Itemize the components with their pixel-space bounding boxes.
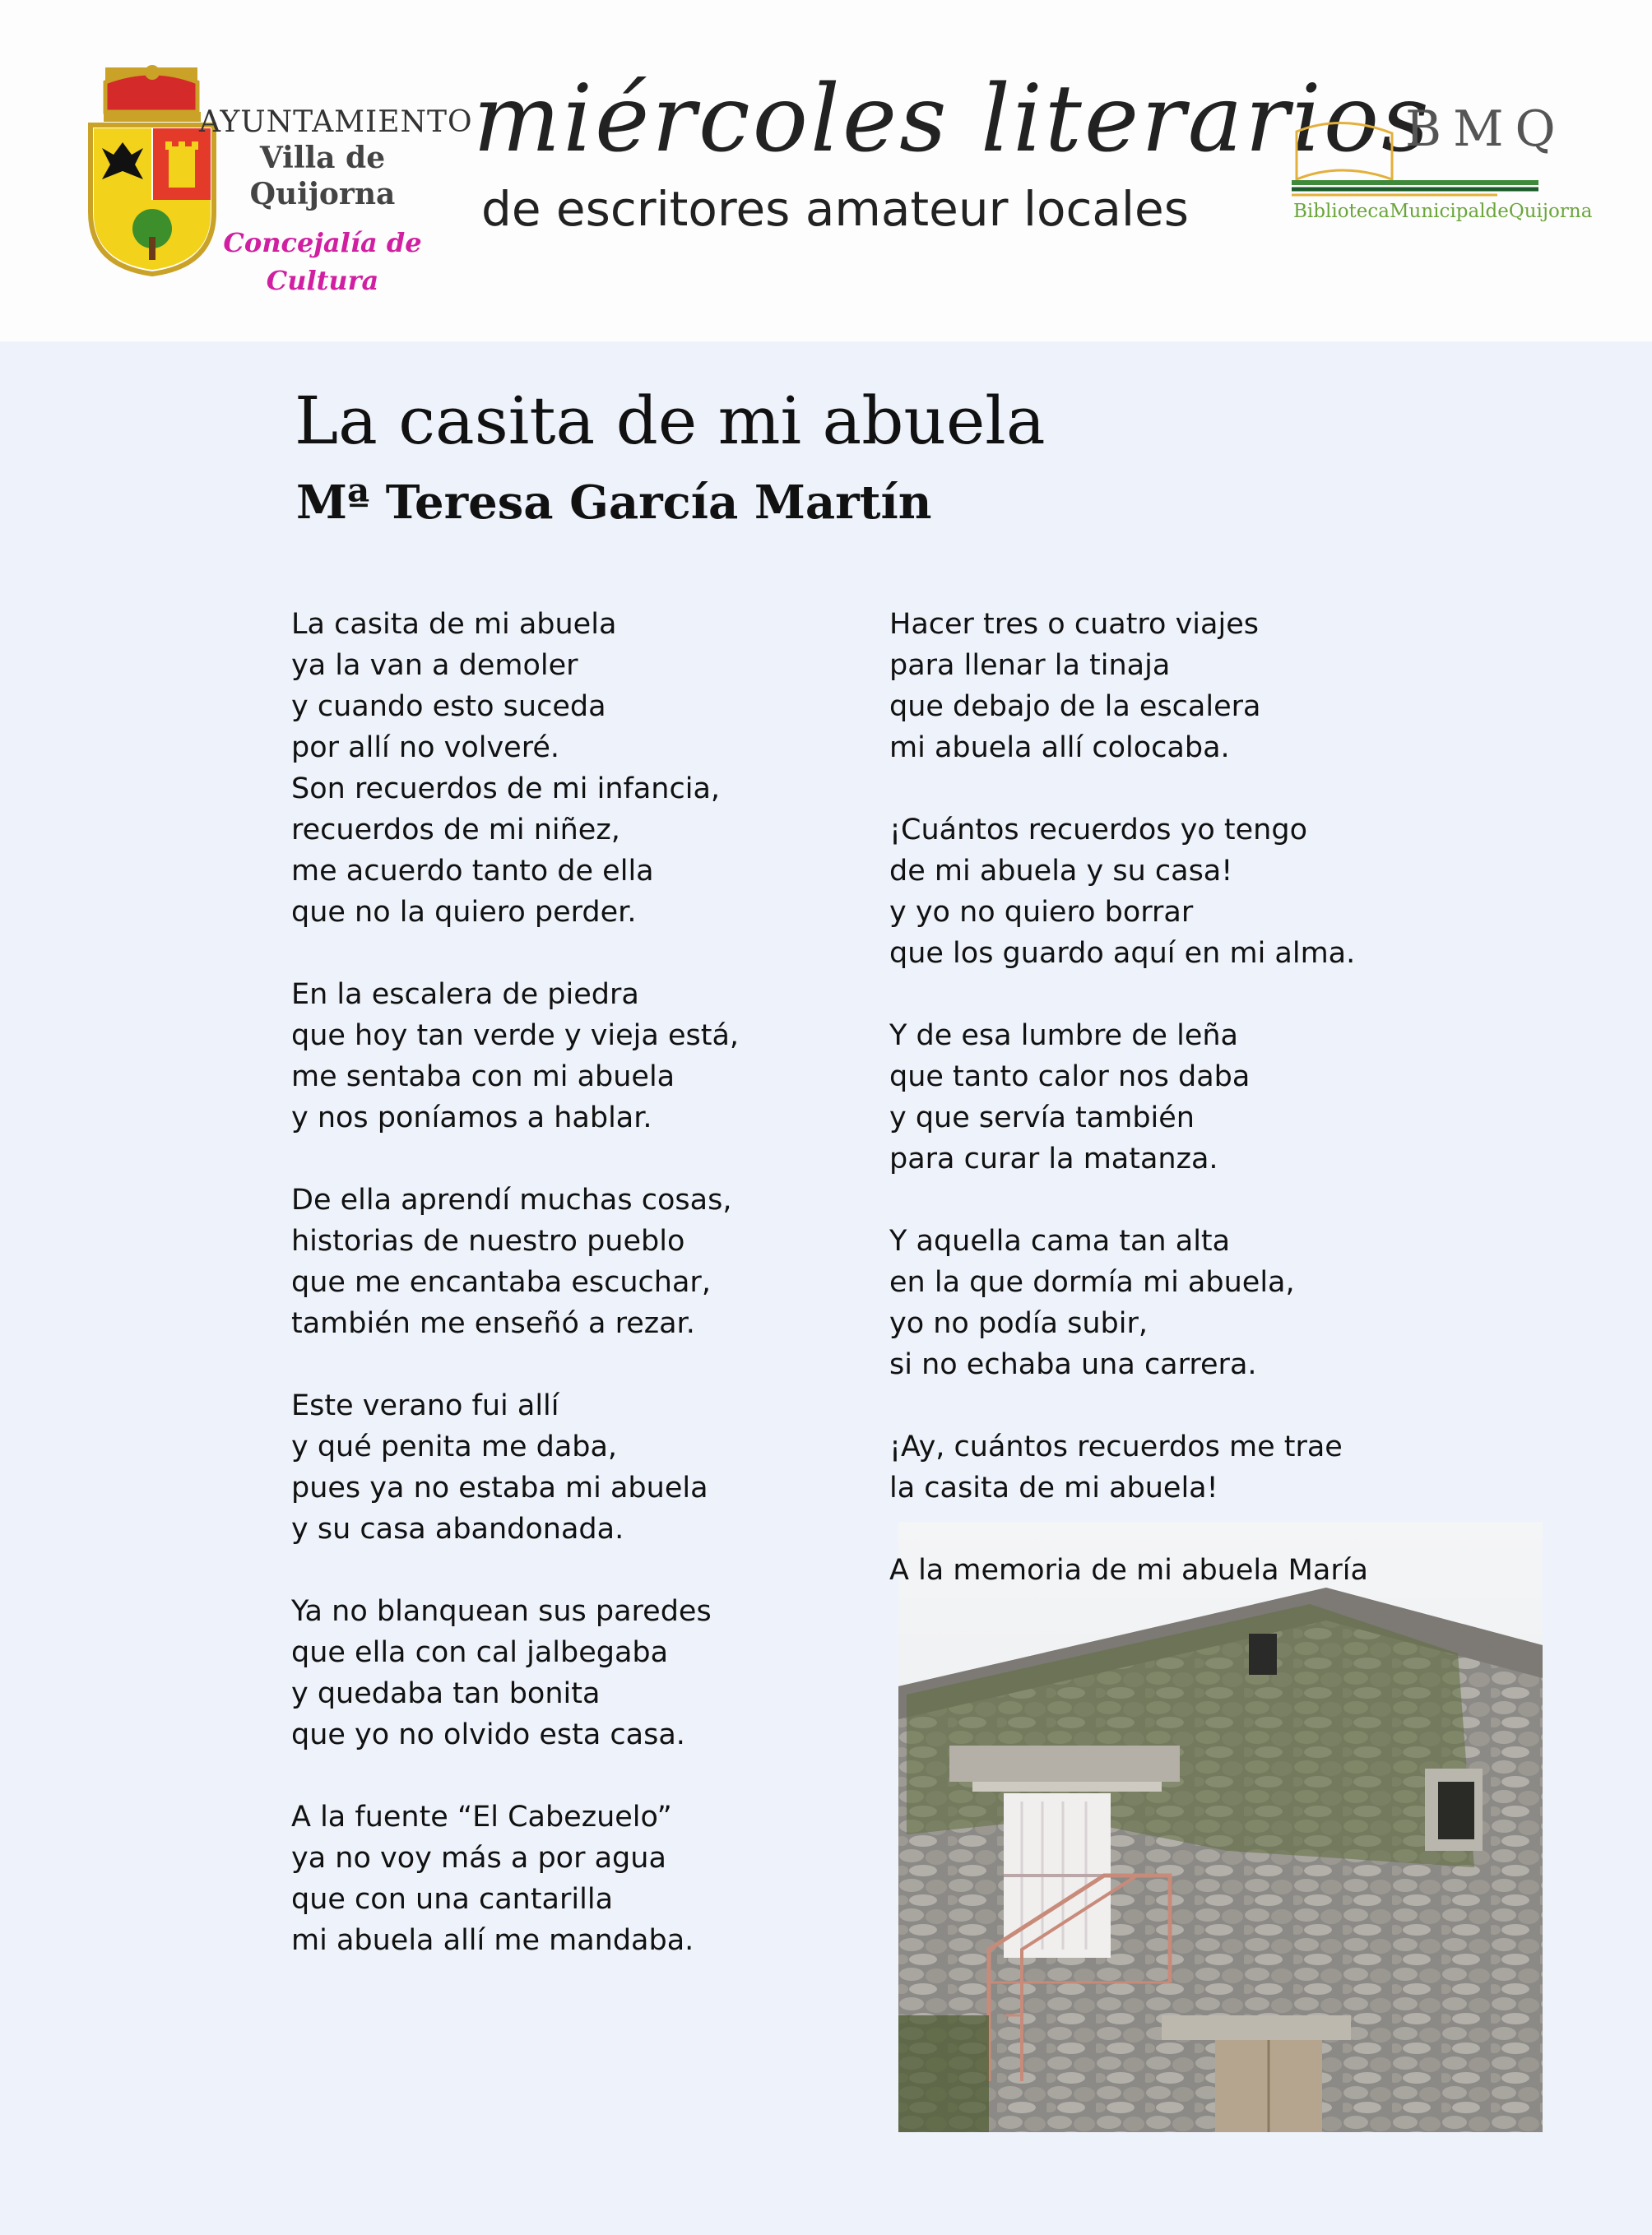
poem-line: que no la quiero perder.: [291, 896, 637, 929]
poem-line: De ella aprendí muchas cosas,: [291, 1184, 732, 1217]
poem-line: y cuando esto suceda: [291, 690, 606, 723]
poem-line: y yo no quiero borrar: [889, 896, 1194, 929]
poem-line: que tanto calor nos daba: [889, 1060, 1251, 1093]
stanza: [291, 604, 867, 933]
stanza: [889, 1426, 1515, 1509]
ayuntamiento-block: [199, 105, 473, 299]
poem-line: Ya no blanquean sus paredes: [291, 1595, 712, 1628]
poem-title: La casita de mi abuela: [295, 383, 1046, 459]
poem-line: pues ya no estaba mi abuela: [291, 1472, 708, 1505]
poem-line: A la fuente “El Cabezuelo”: [291, 1801, 672, 1834]
poem-line: Y de esa lumbre de leña: [889, 1019, 1238, 1052]
poem-line: para llenar la tinaja: [889, 649, 1171, 682]
cultura-label: Cultura: [266, 265, 379, 296]
brand-title: miércoles literarios: [473, 66, 1432, 173]
poem-line: que me encantaba escuchar,: [291, 1266, 711, 1299]
poem-line: ¡Cuántos recuerdos yo tengo: [889, 814, 1307, 846]
poem-line: que los guardo aquí en mi alma.: [889, 937, 1356, 970]
dedication: A la memoria de mi abuela María: [889, 1554, 1368, 1587]
poem-line: la casita de mi abuela!: [889, 1472, 1218, 1505]
poem-line: que yo no olvido esta casa.: [291, 1718, 685, 1751]
poem-line: ya no voy más a por agua: [291, 1842, 666, 1875]
stanza: [291, 1797, 867, 1961]
concejalia-label: Concejalía de: [223, 227, 422, 258]
poem-line: por allí no volveré.: [291, 731, 559, 764]
poem-line: Hacer tres o cuatro viajes: [889, 608, 1259, 641]
stanza: [889, 1015, 1515, 1180]
poem-line: yo no podía subir,: [889, 1307, 1148, 1340]
poem-line: y su casa abandonada.: [291, 1513, 624, 1546]
poem-line: y nos poníamos a hablar.: [291, 1101, 652, 1134]
poem-line: me acuerdo tanto de ella: [291, 855, 654, 888]
poem-line: me sentaba con mi abuela: [291, 1060, 675, 1093]
poem-line: que ella con cal jalbegaba: [291, 1636, 669, 1669]
poem-author: Mª Teresa García Martín: [296, 475, 932, 530]
stanza: [889, 1221, 1515, 1385]
poem-right-column: [889, 604, 1515, 1550]
poem-line: ya la van a demoler: [291, 649, 578, 682]
bmq-logo-text: BMQ: [1405, 100, 1567, 158]
poem-line: historias de nuestro pueblo: [291, 1225, 685, 1258]
ayuntamiento-label: AYUNTAMIENTO: [199, 105, 473, 139]
poem-line: Y aquella cama tan alta: [889, 1225, 1231, 1258]
poem-line: y qué penita me daba,: [291, 1430, 618, 1463]
stanza: [291, 1180, 867, 1344]
poem-line: Son recuerdos de mi infancia,: [291, 772, 721, 805]
poem-line: y que servía también: [889, 1101, 1195, 1134]
poem-line: que hoy tan verde y vieja está,: [291, 1019, 740, 1052]
poem-line: En la escalera de piedra: [291, 978, 639, 1011]
poem-line: que debajo de la escalera: [889, 690, 1261, 723]
bmq-subtitle: BibliotecaMunicipaldeQuijorna: [1293, 201, 1593, 222]
poem-line: si no echaba una carrera.: [889, 1348, 1257, 1381]
brand-subtitle: de escritores amateur locales: [481, 181, 1189, 237]
poem-line: para curar la matanza.: [889, 1143, 1218, 1175]
poem-line: La casita de mi abuela: [291, 608, 617, 641]
poem-line: en la que dormía mi abuela,: [889, 1266, 1295, 1299]
stanza: [291, 1385, 867, 1550]
stanza: [291, 1591, 867, 1755]
villa-label: Villa de Quijorna: [249, 141, 396, 211]
poem-line: mi abuela allí me mandaba.: [291, 1924, 694, 1957]
poem-line: mi abuela allí colocaba.: [889, 731, 1230, 764]
stanza: [889, 604, 1515, 768]
poem-line: también me enseñó a rezar.: [291, 1307, 695, 1340]
stanza: [291, 974, 867, 1138]
poem-line: y quedaba tan bonita: [291, 1677, 601, 1710]
poem-line: Este verano fui allí: [291, 1389, 559, 1422]
stanza: [889, 809, 1515, 974]
poem-line: de mi abuela y su casa!: [889, 855, 1233, 888]
poem-line: ¡Ay, cuántos recuerdos me trae: [889, 1430, 1343, 1463]
poem-line: recuerdos de mi niñez,: [291, 814, 620, 846]
poem-line: que con una cantarilla: [291, 1883, 614, 1916]
poem-left-column: [291, 604, 867, 2002]
header: [0, 0, 1652, 341]
house-photo: [898, 1522, 1543, 2132]
